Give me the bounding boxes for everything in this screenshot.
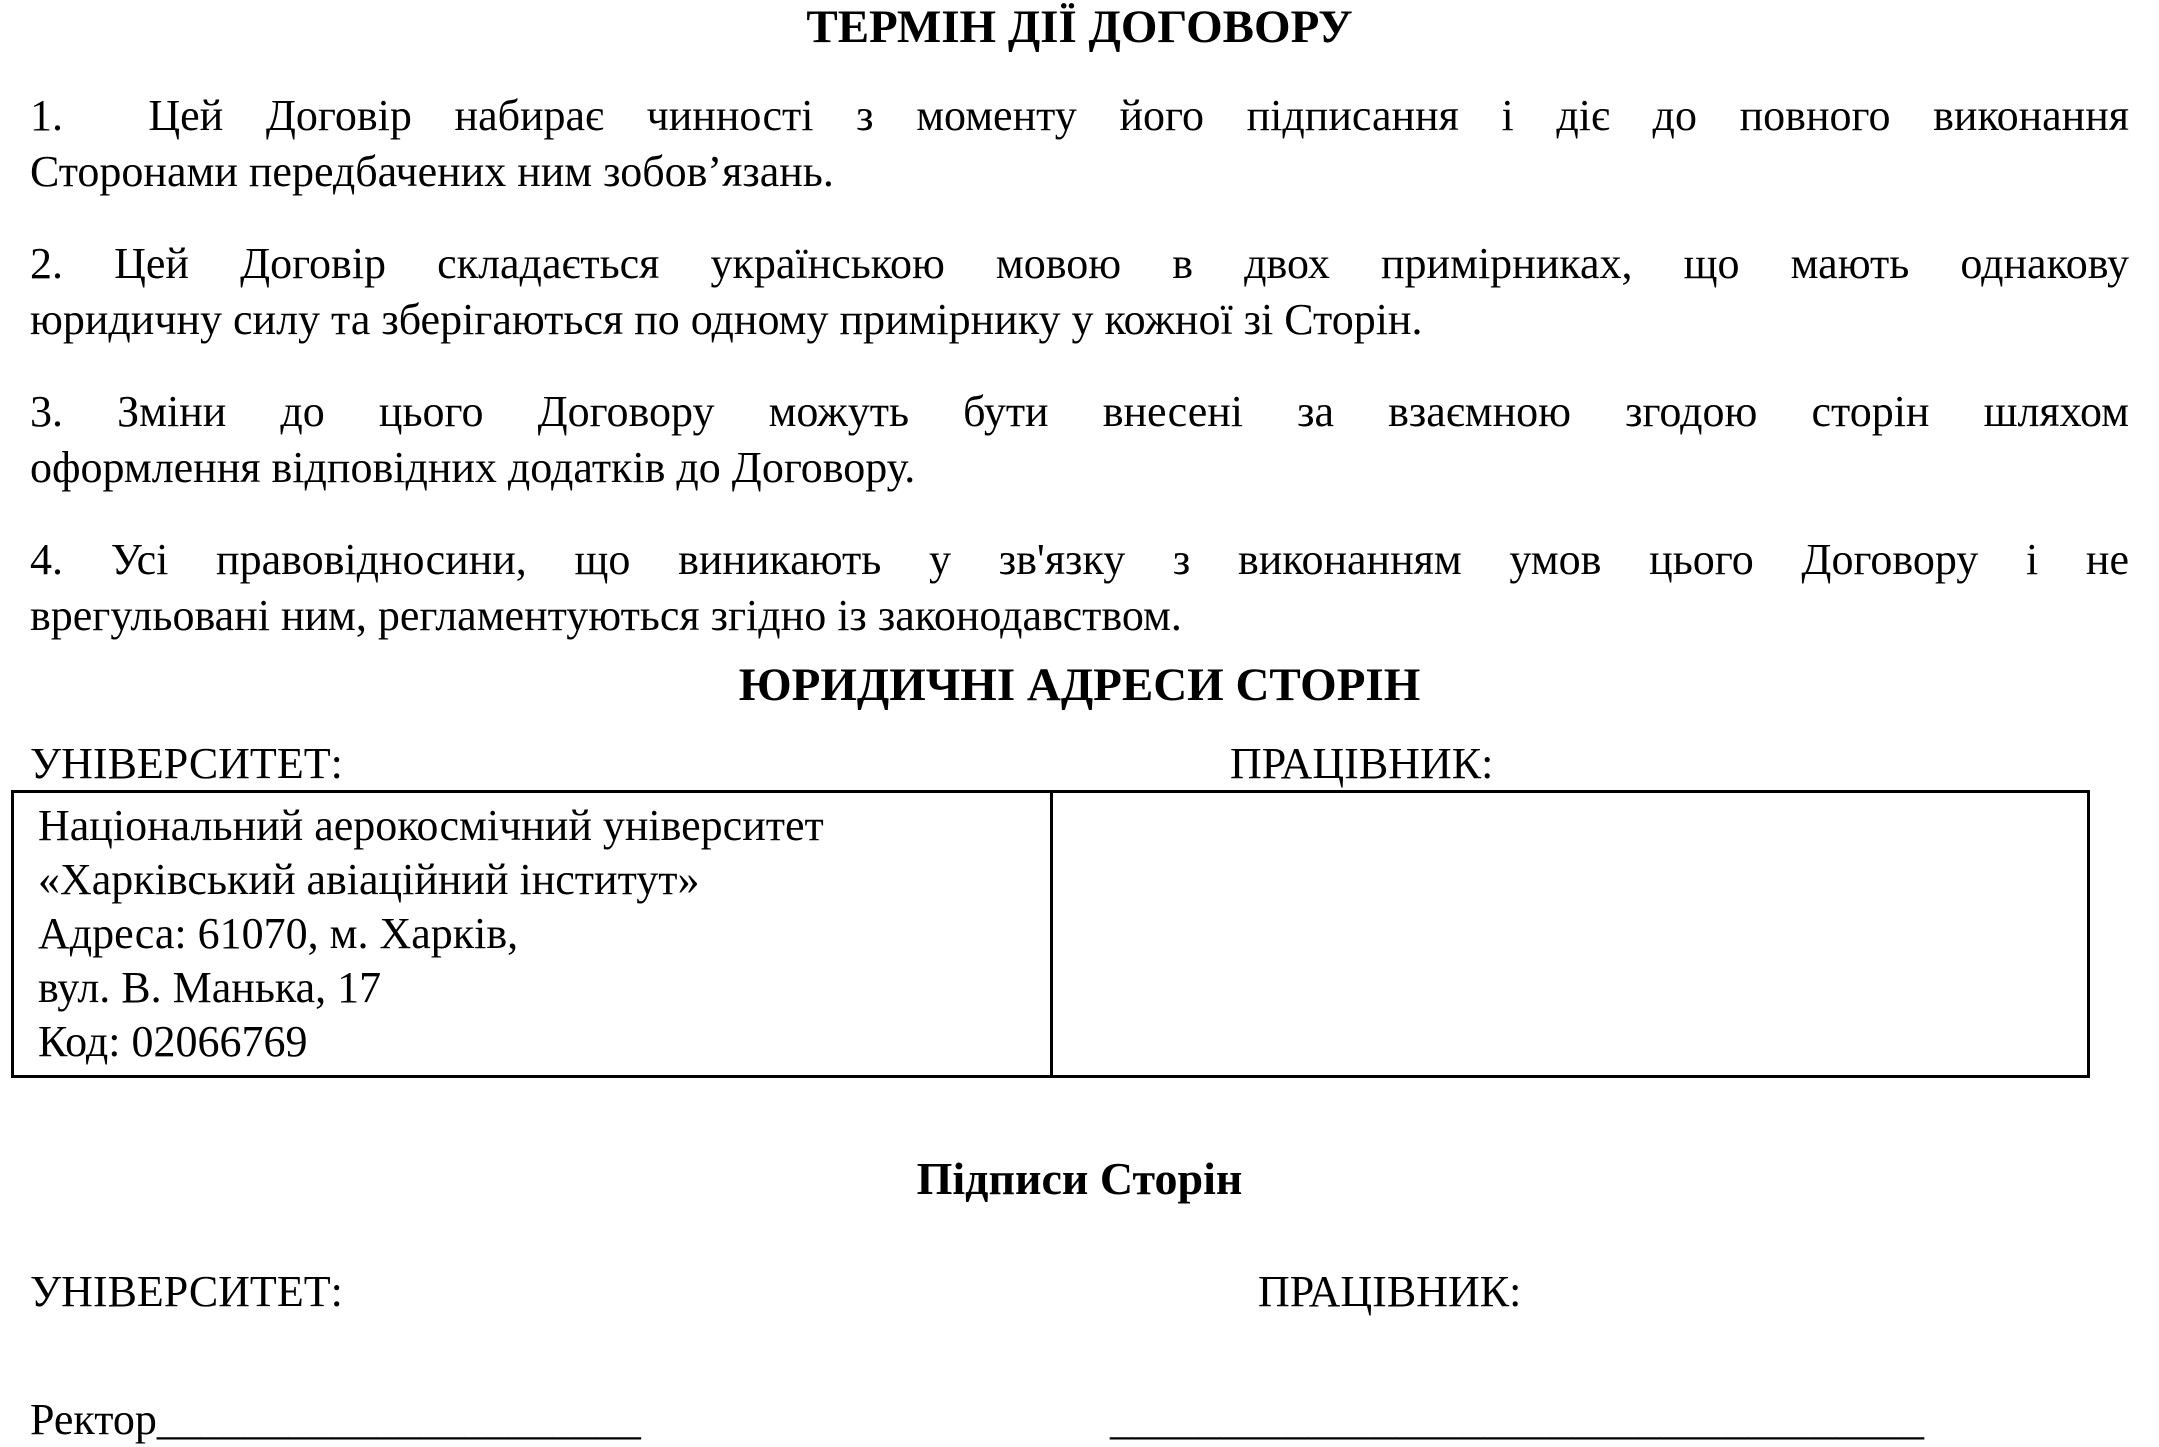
university-name-line: Національний аерокосмічний університет [38,801,824,850]
addresses-table [11,790,2090,1078]
employee-address-cell [1053,793,2087,1075]
rector-signature-line: ______________________ [156,1395,641,1444]
paragraph-3 [30,384,2129,496]
addresses-labels-row [30,738,2129,790]
signature-employee-label: ПРАЦІВНИК: [1258,1267,1522,1316]
paragraph-2 [30,236,2129,348]
paragraph-line: 3. Зміни до цього Договору можуть бути внесені за взаємною згодою сторін шляхом [30,387,2129,436]
rector-label: Ректор [30,1395,157,1444]
paragraph-1 [30,88,2129,200]
university-code-line: Код: 02066769 [38,1017,308,1066]
signatures-heading: Підписи Сторін [916,1153,1243,1204]
contract-term-title: ТЕРМІН ДІЇ ДОГОВОРУ [806,1,1353,53]
paragraph-line: юридичну силу та зберігаються по одному примірнику у кожної зі Сторін. [30,295,1423,344]
signatures-labels-row [30,1266,2129,1318]
employee-signature-line: _____________________________________ [1110,1395,1924,1444]
university-address-cell [14,793,1053,1075]
paragraph-line: 1. Цей Договір набирає чинності з моменту його підписання і діє до повного виконання [30,91,2129,140]
legal-addresses-heading: ЮРИДИЧНІ АДРЕСИ СТОРІН [738,659,1421,711]
employee-label: ПРАЦІВНИК: [1230,739,1494,788]
paragraph-4 [30,532,2129,644]
paragraph-line: оформлення відповідних додатків до Договору. [30,443,916,492]
university-name-line: «Харківський авіаційний інститут» [38,855,700,904]
paragraph-line: 2. Цей Договір складається українською мовою в двох примірниках, що мають однакову [30,239,2129,288]
paragraph-line: врегульовані ним, регламентуються згідно із законодавством. [30,591,1182,640]
university-address-line: Адреса: 61070, м. Харків, [38,909,519,958]
university-label: УНІВЕРСИТЕТ: [30,739,343,788]
university-street-line: вул. В. Манька, 17 [38,963,382,1012]
signature-row [30,1392,2129,1447]
signature-university-label: УНІВЕРСИТЕТ: [30,1267,343,1316]
paragraph-line: 4. Усі правовідносини, що виникають у зв'язку з виконанням умов цього Договору і не [30,535,2129,584]
paragraph-line: Сторонами передбачених ним зобов’язань. [30,147,834,196]
